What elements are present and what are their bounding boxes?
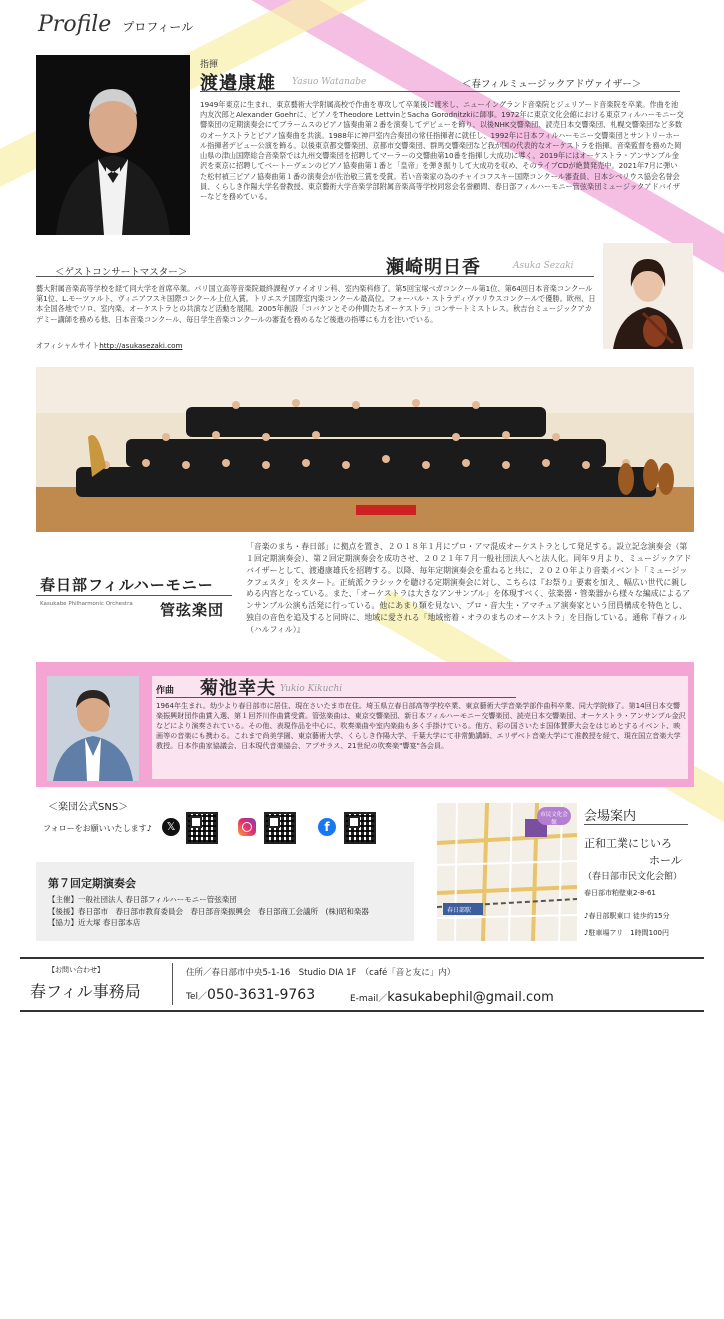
orchestra-underline bbox=[36, 595, 232, 596]
concertmaster-bio: 藝大附属音楽高等学校を経て同大学を首席卒業。パリ国立高等音楽院最終課程ヴァイオリン科、室内楽科修了。第5回宝塚ベガコンクール第1位、第64回日本音楽コンクール第1位、L.モーツァルト、ヴィニアフスキ国際コンクール上位入賞。トリエステ国際室内楽コンクール最高位。フォーバル・ストラディヴァリウスコンクールで優勝。欧州、日本全国各地でソロ、室内楽、オーケストラとの共演など活動を展開。2005年創設「コバケンとその仲間たちオーケストラ」コンサートミストレス。秋吉台ミュージックアカデミー講師を務める他、日本音楽コンクール、毎日学生音楽コンクールの審査を務めるなど後進の指導にも力を注いでいる。 bbox=[36, 284, 596, 324]
venue-access: ♪春日部駅東口 徒歩約15分 bbox=[584, 912, 670, 920]
venue-name-line1: 正和工業にじいろ bbox=[584, 837, 672, 850]
concertmaster-site-label: オフィシャルサイト bbox=[36, 341, 100, 350]
concertmaster-title: ＜ゲストコンサートマスター＞ bbox=[55, 267, 188, 278]
conductor-name-roman: Yasuo Watanabe bbox=[292, 77, 367, 87]
concertmaster-name: 瀬崎明日香 bbox=[386, 257, 481, 278]
conductor-title: ＜春フィルミュージックアドヴァイザー＞ bbox=[462, 79, 642, 90]
instagram-qr-code[interactable] bbox=[264, 812, 296, 844]
orchestra-name-en: Kasukabe Philharmonic Orchestra bbox=[40, 601, 133, 607]
venue-underline bbox=[584, 824, 688, 825]
concertmaster-site bbox=[36, 341, 183, 351]
venue-name-sub: （春日部市民文化会館） bbox=[583, 872, 683, 882]
concert-title: 第７回定期演奏会 bbox=[48, 877, 136, 890]
footer-bottom-rule bbox=[20, 1010, 704, 1012]
x-icon[interactable]: 𝕏 bbox=[162, 818, 180, 836]
footer-address: 住所／春日部市中央5-1-16 Studio DIA 1F （café「音と友に」内） bbox=[186, 968, 456, 978]
instagram-icon[interactable] bbox=[238, 818, 256, 836]
concertmaster-site-link[interactable]: http://asukasezaki.com bbox=[99, 341, 183, 350]
venue-name-line2: ホール bbox=[649, 854, 682, 867]
map-station-label: 春日部駅 bbox=[447, 907, 472, 914]
footer-tel-label: Tel／ bbox=[186, 992, 208, 1002]
conductor-name: 渡邉康雄 bbox=[200, 73, 276, 94]
profile-jp-title: プロフィール bbox=[122, 20, 194, 34]
composer-role: 作曲 bbox=[156, 686, 175, 696]
concert-row-cooperation: 【協力】近大塚 春日部本店 bbox=[48, 918, 141, 928]
venue-parking: ♪駐車場アリ 1時間100円 bbox=[584, 929, 670, 937]
conductor-bio: 1949年東京に生まれ、東京藝術大学附属高校で作曲を専攻して卒業後に渡米し、ニューイングランド音楽院とジュリアード音楽院を卒業。作曲を池内友次郎とAlexander Goehrに、ピアノをTheodore LettvinとSacha Gorodnitzkiに師事。1972年に東京文化会館における東京フィルハーモニー交響楽団の定期演奏会にてブラームスのピアノ協奏曲第２番を演奏してデビューを飾り、以後NHK交響楽団、読売日本交響楽団、札幌交響楽団など多数のオーケストラとピアノ協奏曲を共演。1988年に神戸室内合奏団の常任指揮者に就任し、1992年に日本フィルハーモニー交響楽団とサントリーホール指揮者デビュー公演を飾る。以後東京都交響楽団、京都市交響楽団、群馬交響楽団など我が国の代表的なオーケストラを指揮。音楽監督を務めた岡山県の津山国際総合音楽祭では九州交響楽団を招聘してマーラーの交響曲第10番を指揮し大成功に導く。2019年にはオーケストラ・アンサンブル金沢を東京に招聘してベートーヴェンのピアノ協奏曲第１番と「皇帝」を弾き振りして大成功を収め、そのライブCDが絶賛発売中。2021年7月に弾いた松村禎三ピアノ協奏曲第１番の演奏会が佐治敬三賞を受賞。若い音楽家の為のチャイコフスキー国際コンクール審査員、日本シベリウス協会名誉会員、くらしき作陽大学名誉教授、東京藝術大学音楽学部附属音楽高等学校同窓会名誉顧問、春日部フィルハーモニー管弦楽団ミュージックアドバイザーなどを務めている。 bbox=[200, 100, 684, 201]
orchestra-description: 「音楽のまち・春日部」に拠点を置き、２０１８年１月にプロ・アマ混成オーケストラとして発足する。設立記念演奏会（第１回定期演奏会）、第２回定期演奏会を成功させ、２０２１年７月一般社団法人へと法人化。同年９月より、ミュージックアドバイザーとして、渡邉康雄氏を招聘する。以降、毎年定期演奏会を重ねると共に、２０２０年より音楽イベント「ミュージックフェスタ」をスタート。正統派クラシックを聴ける定期演奏会に対し、こちらは『お祭り』要素を加え、幅広い世代に親しめる内容となっている。また、「オーケストラは大きなアンサンブル」を体現すべく、弦楽器・管楽器から様々な編成によるアンサンブル公演も活発に行っている。他にあまり類を見ない、プロ・音大生・アマチュア演奏家という団員構成を特色とし、独自の音色を追及すると同時に、地域に愛される「地域密着・オラのまちのオーケストラ」を目指している。通称『春フィル（ハルフィル）』 bbox=[246, 542, 692, 635]
concertmaster-underline bbox=[36, 276, 594, 277]
x-qr-code[interactable] bbox=[186, 812, 218, 844]
concertmaster-photo bbox=[603, 243, 693, 349]
footer-tel bbox=[186, 984, 315, 1003]
conductor-role: 指揮 bbox=[200, 60, 219, 70]
footer-divider bbox=[172, 963, 173, 1005]
concert-rows bbox=[48, 894, 369, 929]
map-venue-label: 市民文化会館 bbox=[540, 812, 568, 826]
orchestra-name-line1: 春日部フィルハーモニー bbox=[40, 576, 214, 594]
footer-inquiry: 【お問い合わせ】 bbox=[48, 966, 104, 974]
concert-row-support: 【後援】春日部市 春日部市教育委員会 春日部音楽振興会 春日部商工会議所 (株)昭和楽器 bbox=[48, 906, 369, 916]
composer-underline bbox=[156, 697, 516, 698]
profile-heading bbox=[38, 12, 193, 37]
composer-name: 菊池幸夫 bbox=[200, 678, 276, 699]
concertmaster-name-roman: Asuka Sezaki bbox=[513, 261, 574, 271]
footer-mail bbox=[350, 986, 554, 1005]
footer-top-rule bbox=[20, 957, 704, 959]
orchestra-photo bbox=[36, 367, 694, 532]
orchestra-name-line2: 管弦楽団 bbox=[160, 601, 225, 619]
footer-mail-label: E-mail／ bbox=[350, 994, 388, 1004]
sns-subtitle: フォローをお願いいたします♪ bbox=[43, 824, 152, 833]
venue-address: 春日部市粕壁東2-8-61 bbox=[584, 889, 656, 897]
conductor-photo bbox=[36, 55, 190, 235]
facebook-icon[interactable]: f bbox=[318, 818, 336, 836]
profile-script-title: Profile bbox=[38, 12, 112, 37]
composer-photo bbox=[47, 676, 139, 781]
facebook-qr-code[interactable] bbox=[344, 812, 376, 844]
venue-title: 会場案内 bbox=[584, 809, 637, 824]
composer-name-roman: Yukio Kikuchi bbox=[280, 684, 343, 694]
concert-row-sponsor: 【主催】一般社団法人 春日部フィルハーモニー管弦楽団 bbox=[48, 895, 237, 904]
footer-office: 春フィル事務局 bbox=[30, 982, 141, 1001]
sns-title: ＜楽団公式SNS＞ bbox=[48, 802, 129, 813]
footer-mail-address[interactable]: kasukabephil@gmail.com bbox=[387, 990, 554, 1005]
footer-tel-number[interactable]: 050-3631-9763 bbox=[207, 987, 316, 1003]
conductor-underline bbox=[200, 91, 680, 92]
composer-bio: 1964年生まれ。幼少より春日部市に居住、現在さいたま市在住。埼玉県立春日部高等学校卒業、東京藝術大学音楽学部作曲科卒業、同大学院修了。第14回日本交響楽振興財団作曲賞入選、第１回芥川作曲賞受賞。管弦楽曲は、東京交響楽団、新日本フィルハーモニー交響楽団、読売日本交響楽団、オーケストラ・アンサンブル金沢などにより演奏されている。その他、表現作品を中心に、吹奏楽曲や室内楽曲も多く手掛けている。他方、彩の国さいたま国体賛夢大会をはじめとするイベント、映画等の音楽にも携わる。これまで尚美学園、東京藝術大学、くらしき作陽大学、千葉大学にて非常勤講師、エリザベト音楽大学にて准教授を経て、現在国立音楽大学教授。日本作曲家協議会、日本現代音楽協会、アプサラス、21世紀の吹奏楽"響宴"各会員。 bbox=[156, 701, 686, 751]
